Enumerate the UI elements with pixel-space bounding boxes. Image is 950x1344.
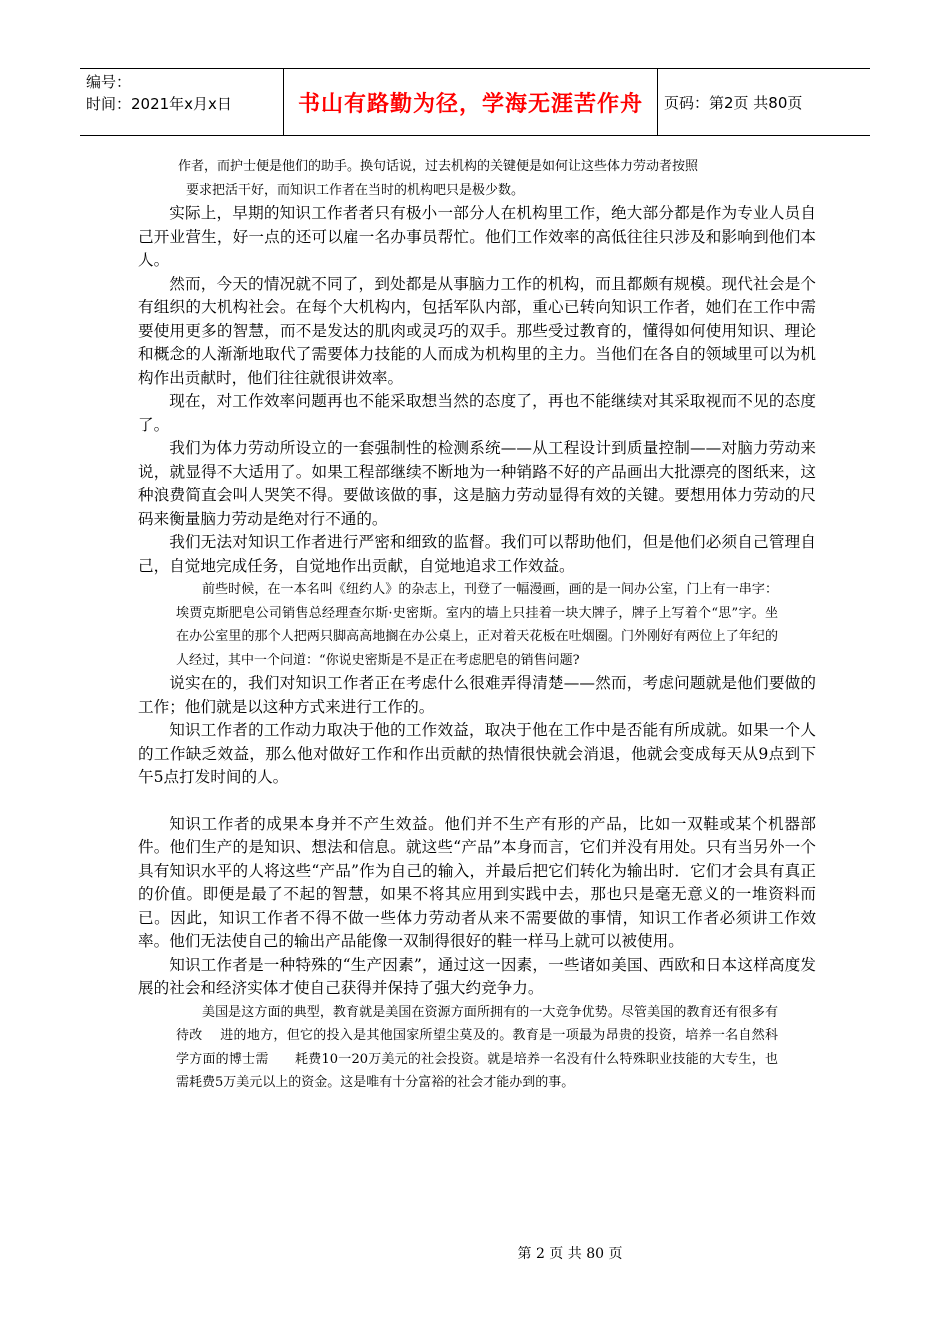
spacer xyxy=(138,790,816,813)
page-footer: 第 2 页 共 80 页 xyxy=(517,1246,623,1262)
paragraph: 知识工作者的成果本身并不产生效益。他们并不生产有形的产品，比如一双鞋或某个机器部件。他们生产的是知识、想法和信息。就这些“产品”本身而言，它们并没有用处。只有当另外一个具有知识水平的人将这些“产品”作为自己的输入，并最后把它们转化为输出时．它们才会具有真正的价值。即便是最了不起的智慧，如果不将其应用到实践中去，那也只是毫无意义的一堆资料而已。因此，知识工作者不得不做一些体力劳动者从来不需要做的事情，知识工作者必须讲工作效率。他们无法使自己的输出产品能像一双制得很好的鞋一样马上就可以被使用。 xyxy=(138,814,816,950)
paragraph: 然而，今天的情况就不同了，到处都是从事脑力工作的机构，而且都颇有规模。现代社会是个有组织的大机构社会。在每个大机构内，包括军队内部，重心已转向知识工作者，她们在工作中需要使用更多的智慧，而不是发达的肌肉或灵巧的双手。那些受过教育的，懂得如何使用知识、理论和概念的人渐渐地取代了需要体力技能的人而成为机构里的主力。当他们在各自的领域里可以为机构作出贡献时，他们往往就很讲效率。 xyxy=(138,274,816,387)
code-label: 编号： xyxy=(86,73,132,91)
motto: 书山有路勤为径，学海无涯苦作舟 xyxy=(284,69,658,135)
quote-block: 前些时候，在一本名叫《纽约人》的杂志上，刊登了一幅漫画，画的是一间办公室，门上有一串字：埃贾克斯肥皂公司销售总经理查尔斯·史密斯。室内的墙上只挂着一块大牌子，牌子上写着个“思”字。坐在办公室里的那个人把两只脚高高地搁在办公桌上，正对着天花板在吐烟圈。门外刚好有两位上了年纪的人经过，其中一个问道：“你说史密斯是不是正在考虑肥皂的销售问题? xyxy=(176,582,778,668)
quote-continuation xyxy=(178,155,778,202)
paragraph: 现在，对工作效率问题再也不能采取想当然的态度了，再也不能继续对其采取视而不见的态度了。 xyxy=(138,392,816,434)
quote-line: 要求把活干好，而知识工作者在当时的机构吧只是极少数。 xyxy=(186,182,525,198)
quote-line: 作者，而护士便是他们的助手。换句话说，过去机构的关键便是如何让这些体力劳动者按照 xyxy=(178,159,699,174)
paragraph: 我们无法对知识工作者进行严密和细致的监督。我们可以帮助他们，但是他们必须自己管理自己，自觉地完成任务，自觉地作出贡献，自觉地追求工作效益。 xyxy=(138,533,816,575)
quote-block: 美国是这方面的典型，教育就是美国在资源方面所拥有的一大竞争优势。尽管美国的教育还有很多有待改 进的地方，但它的投入是其他国家所望尘莫及的。教育是一项最为昂贵的投资，培养一名自然科学方面的博士需 耗费10一20万美元的社会投资。就是培养一名没有什么特殊职业技能的大专生，也需耗费5万美元以上的资金。这是唯有十分富裕的社会才能办到的事。 xyxy=(176,1004,778,1090)
header-meta xyxy=(80,69,284,135)
page-header xyxy=(80,68,870,136)
paragraph: 说实在的，我们对知识工作者正在考虑什么很难弄得清楚——然而，考虑问题就是他们要做的工作；他们就是以这种方式来进行工作的。 xyxy=(138,674,816,716)
paragraph: 知识工作者是一种特殊的“生产因素”，通过这一因素，一些诸如美国、西欧和日本这样高度发展的社会和经济实体才使自己获得并保持了强大约竞争力。 xyxy=(138,955,816,997)
document-body xyxy=(138,155,816,1095)
page-label: 页码：第2页 共80页 xyxy=(664,93,803,112)
paragraph: 实际上，早期的知识工作者者只有极小一部分人在机构里工作，绝大部分都是作为专业人员自己开业营生，好一点的还可以雇一名办事员帮忙。他们工作效率的高低往往只涉及和影响到他们本人。 xyxy=(138,204,816,269)
paragraph: 知识工作者的工作动力取决于他的工作效益，取决于他在工作中是否能有所成就。如果一个人的工作缺乏效益，那么他对做好工作和作出贡献的热情很快就会消退，他就会变成每天从9点到下午5点打发时间的人。 xyxy=(138,721,816,786)
paragraph: 我们为体力劳动所设立的一套强制性的检测系统——从工程设计到质量控制——对脑力劳动来说，就显得不大适用了。如果工程部继续不断地为一种销路不好的产品画出大批漂亮的图纸来，这种浪费简直会叫人哭笑不得。要做该做的事，这是脑力劳动显得有效的关键。要想用体力劳动的尺码来衡量脑力劳动是绝对行不通的。 xyxy=(138,439,816,528)
time-label: 时间：2021年x月x日 xyxy=(86,95,232,113)
